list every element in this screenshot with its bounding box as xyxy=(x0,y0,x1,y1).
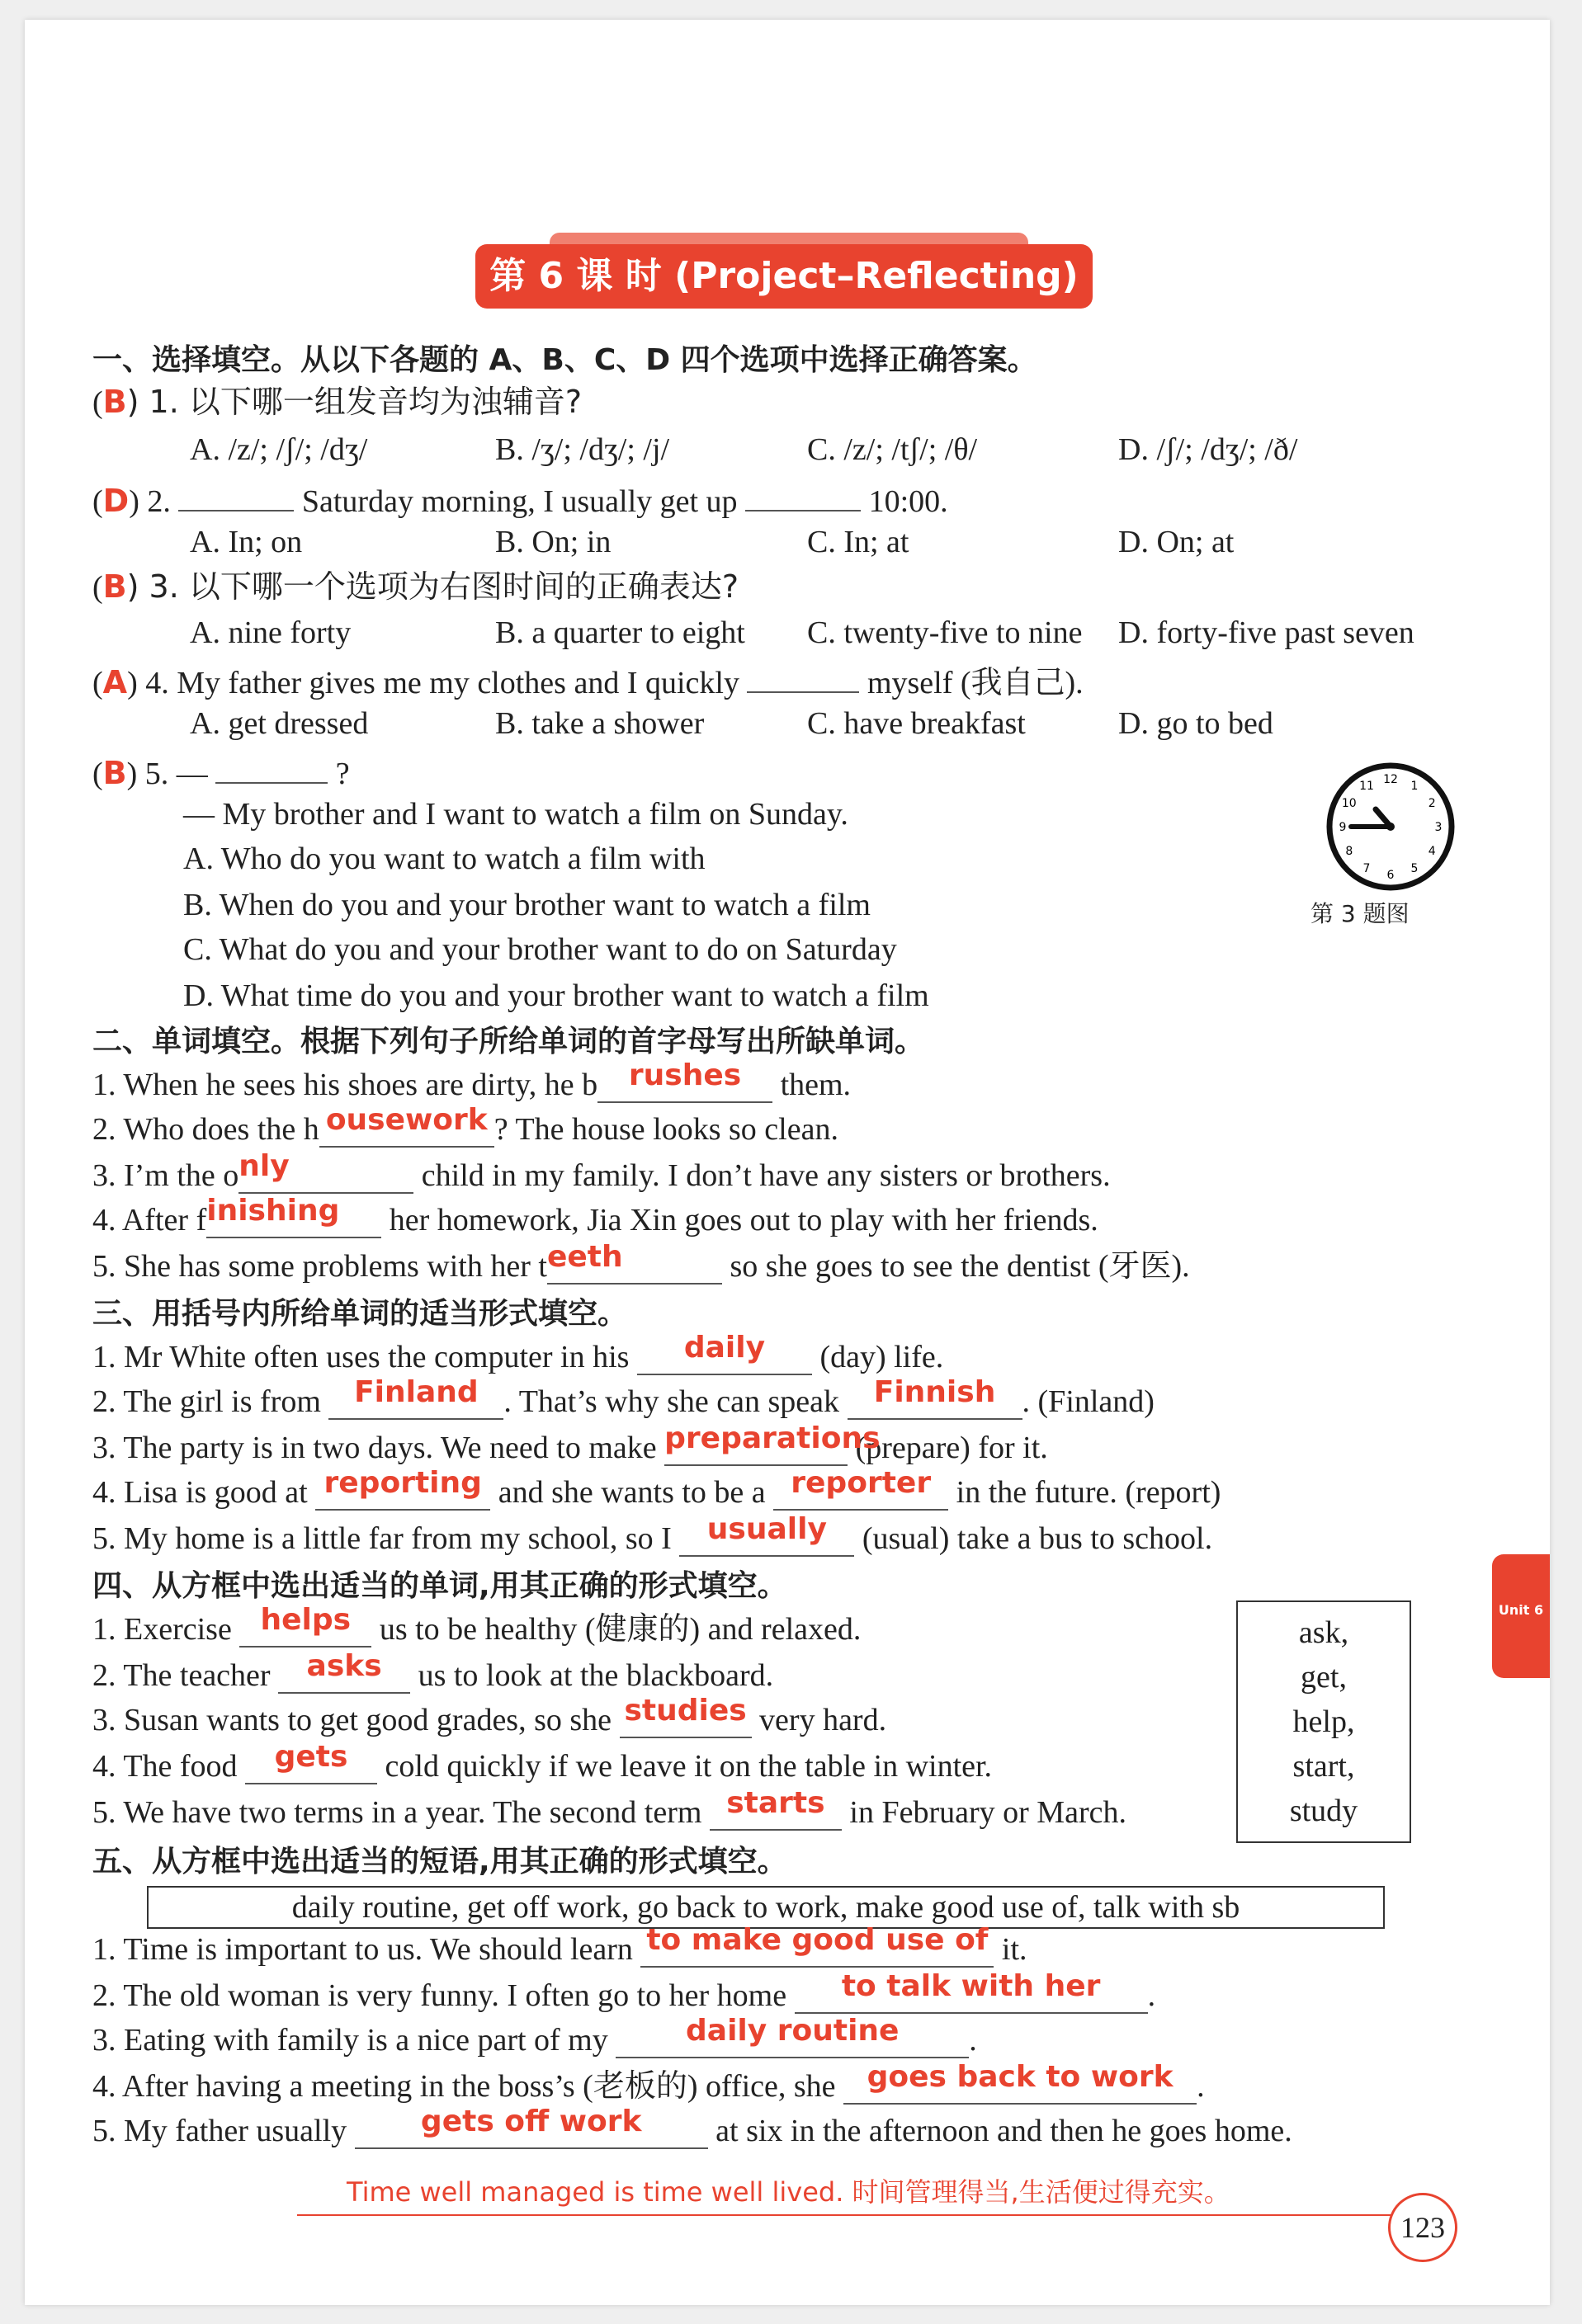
s5-blank-2[interactable]: to talk with her xyxy=(795,1979,1148,2014)
s3-blank-5[interactable]: usually xyxy=(679,1522,854,1557)
s3-blank-4a[interactable]: reporting xyxy=(315,1476,490,1511)
s5-item-3: 3. Eating with family is a nice part of my daily routine . xyxy=(92,2014,977,2058)
s4-blank-4[interactable]: gets xyxy=(245,1750,377,1784)
word-get: get, xyxy=(1301,1660,1347,1695)
s2-item-5: 5. She has some problems with her teeth so she goes to see the dentist (牙医). xyxy=(92,1240,1190,1284)
s5-blank-5[interactable]: gets off work xyxy=(355,2114,708,2149)
q4: (A) 4. My father gives me my clothes and I quickly myself (我自己). xyxy=(92,658,1084,702)
s3-blank-2b[interactable]: Finnish xyxy=(848,1385,1022,1420)
s4-item-5: 5. We have two terms in a year. The second term starts in February or March. xyxy=(92,1786,1126,1830)
clock-numeral: 3 xyxy=(1434,821,1443,834)
s4-item-1: 1. Exercise helps us to be healthy (健康的) and relaxed. xyxy=(92,1603,862,1647)
s3-blank-3[interactable]: preparations xyxy=(664,1431,848,1466)
q3-option-a: A. nine forty xyxy=(190,615,352,650)
q4-option-b: B. take a shower xyxy=(495,706,705,741)
s4-blank-5[interactable]: starts xyxy=(710,1796,842,1831)
q3: (B) 3. 以下哪一个选项为右图时间的正确表达? xyxy=(92,568,739,605)
clock-numeral: 8 xyxy=(1345,845,1353,858)
q5: (B) 5. — ? xyxy=(92,749,350,793)
clock-center xyxy=(1386,823,1395,831)
clock-numeral: 9 xyxy=(1339,821,1347,834)
s4-blank-1[interactable]: helps xyxy=(239,1613,371,1648)
unit-tab-label: Unit 6 xyxy=(1498,1602,1544,1618)
word-study: study xyxy=(1289,1794,1358,1828)
s5-phrase-list: daily routine, get off work, go back to work, make good use of, talk with sb xyxy=(291,1890,1240,1925)
s4-item-4: 4. The food gets cold quickly if we leave it on the table in winter. xyxy=(92,1740,993,1784)
q5-answer: B xyxy=(102,755,127,791)
q2-blank-1[interactable] xyxy=(178,477,294,511)
q3-answer: B xyxy=(102,568,127,605)
q1-option-b: B. /ʒ/; /dʒ/; /j/ xyxy=(495,432,670,467)
q2-option-a: A. In; on xyxy=(190,525,303,559)
s3-blank-2a[interactable]: Finland xyxy=(328,1385,503,1420)
clock-numeral: 4 xyxy=(1428,845,1436,858)
q4-option-c: C. have breakfast xyxy=(807,706,1026,741)
s3-item-3: 3. The party is in two days. We need to make preparations (prepare) for it. xyxy=(92,1421,1048,1465)
q3-option-c: C. twenty-five to nine xyxy=(807,615,1083,650)
q4-option-d: D. go to bed xyxy=(1118,706,1273,741)
q3-stem: ) 3. 以下哪一个选项为右图时间的正确表达? xyxy=(126,568,739,605)
footer-motto: Time well managed is time well lived. 时间管理得当,生活便过得充实。 xyxy=(347,2176,1230,2208)
q3-option-d: D. forty-five past seven xyxy=(1118,615,1414,650)
clock-numeral: 10 xyxy=(1341,797,1357,810)
q5-option-a: A. Who do you want to watch a film with xyxy=(183,841,706,876)
s2-blank-3[interactable]: nly xyxy=(238,1159,413,1194)
word-ask: ask, xyxy=(1298,1615,1349,1650)
s2-blank-1[interactable]: rushes xyxy=(597,1068,772,1103)
clock-numeral: 12 xyxy=(1383,773,1398,786)
clock-figure xyxy=(1325,761,1457,893)
q4-answer: A xyxy=(102,664,128,700)
q1-option-c: C. /z/; /tʃ/; /θ/ xyxy=(807,432,978,467)
page-number: 123 xyxy=(1388,2193,1457,2262)
unit-side-tab xyxy=(1492,1554,1550,1678)
s2-item-1: 1. When he sees his shoes are dirty, he b rushes them. xyxy=(92,1058,852,1102)
section-1-heading: 一、选择填空。从以下各题的 A、B、C、D 四个选项中选择正确答案。 xyxy=(92,343,1037,377)
q1-option-d: D. /ʃ/; /dʒ/; /ð/ xyxy=(1118,432,1298,467)
s4-blank-3[interactable]: studies xyxy=(620,1704,752,1738)
lesson-title: 第 6 课 时 (Project–Reflecting) xyxy=(489,255,1079,297)
s2-item-4: 4. After finishing her homework, Jia Xin goes out to play with her friends. xyxy=(92,1194,1098,1237)
s2-item-2: 2. Who does the h ousework ? The house looks so clean. xyxy=(92,1103,838,1147)
s5-item-2: 2. The old woman is very funny. I often go to her home to talk with her . xyxy=(92,1969,1156,2013)
s3-blank-1[interactable]: daily xyxy=(637,1341,812,1375)
q1: (B) 1. 以下哪一组发音均为浊辅音? xyxy=(92,384,583,420)
section-2-heading: 二、单词填空。根据下列句子所给单词的首字母写出所缺单词。 xyxy=(92,1025,925,1058)
q2-option-b: B. On; in xyxy=(495,525,612,559)
s3-item-2: 2. The girl is from Finland . That’s why she can speak Finnish . (Finland) xyxy=(92,1375,1155,1419)
s2-blank-2[interactable]: ousework xyxy=(319,1113,494,1148)
s5-blank-3[interactable]: daily routine xyxy=(616,2024,969,2058)
s4-word-box xyxy=(1236,1600,1411,1843)
q1-answer: B xyxy=(102,384,127,420)
s3-blank-4b[interactable]: reporter xyxy=(773,1476,948,1511)
s5-blank-1[interactable]: to make good use of xyxy=(640,1933,994,1968)
word-help: help, xyxy=(1292,1704,1355,1739)
q3-option-b: B. a quarter to eight xyxy=(495,615,745,650)
word-start: start, xyxy=(1292,1749,1355,1784)
section-3-heading: 三、用括号内所给单词的适当形式填空。 xyxy=(92,1297,628,1331)
s3-item-5: 5. My home is a little far from my school, so I usually (usual) take a bus to school. xyxy=(92,1512,1213,1556)
lesson-title-banner xyxy=(475,233,1093,309)
q5-option-d: D. What time do you and your brother want to watch a film xyxy=(183,978,929,1013)
q1-stem: ) 1. 以下哪一组发音均为浊辅音? xyxy=(126,384,583,420)
s2-item-3: 3. I’m the only child in my family. I don’t have any sisters or brothers. xyxy=(92,1149,1111,1193)
clock-numeral: 11 xyxy=(1359,779,1374,793)
clock-numeral: 6 xyxy=(1386,869,1395,882)
q2: (D) 2. Saturday morning, I usually get up 10:00. xyxy=(92,477,948,521)
s4-word-list xyxy=(1238,1610,1410,1833)
clock-numeral: 2 xyxy=(1428,797,1436,810)
clock-numeral: 1 xyxy=(1410,779,1419,793)
s4-item-2: 2. The teacher asks us to look at the blackboard. xyxy=(92,1649,774,1693)
s5-item-1: 1. Time is important to us. We should learn to make good use of it. xyxy=(92,1923,1027,1967)
q5-reply: — My brother and I want to watch a film on Sunday. xyxy=(183,797,848,832)
clock-numeral: 5 xyxy=(1410,862,1419,876)
s4-item-3: 3. Susan wants to get good grades, so she studies very hard. xyxy=(92,1694,887,1737)
s3-item-1: 1. Mr White often uses the computer in his daily (day) life. xyxy=(92,1331,944,1374)
q5-blank[interactable] xyxy=(215,749,328,784)
q4-option-a: A. get dressed xyxy=(190,706,369,741)
s5-item-5: 5. My father usually gets off work at six in the afternoon and then he goes home. xyxy=(92,2105,1292,2148)
clock-numeral: 7 xyxy=(1362,862,1371,876)
clock-caption: 第 3 题图 xyxy=(1310,900,1410,927)
s4-blank-2[interactable]: asks xyxy=(278,1659,410,1694)
footer-rule xyxy=(297,2214,1399,2216)
section-4-heading: 四、从方框中选出适当的单词,用其正确的形式填空。 xyxy=(92,1569,787,1603)
q2-blank-2[interactable] xyxy=(745,477,861,511)
s5-blank-4[interactable]: goes back to work xyxy=(843,2070,1197,2105)
worksheet-page xyxy=(25,20,1550,2305)
q4-blank[interactable] xyxy=(747,658,859,693)
s2-blank-5[interactable]: eeth xyxy=(547,1250,722,1285)
s5-item-4: 4. After having a meeting in the boss’s (老板的) office, she goes back to work . xyxy=(92,2060,1205,2104)
q2-answer: D xyxy=(102,483,130,519)
s3-item-4: 4. Lisa is good at reporting and she wants to be a reporter in the future. (report) xyxy=(92,1466,1221,1510)
q5-option-b: B. When do you and your brother want to watch a film xyxy=(183,888,871,922)
s2-blank-4[interactable]: inishing xyxy=(206,1204,381,1238)
section-5-heading: 五、从方框中选出适当的短语,用其正确的形式填空。 xyxy=(92,1845,787,1879)
q1-option-a: A. /z/; /ʃ/; /dʒ/ xyxy=(190,432,368,467)
q5-option-c: C. What do you and your brother want to do on Saturday xyxy=(183,932,897,967)
q2-option-c: C. In; at xyxy=(807,525,909,559)
q2-option-d: D. On; at xyxy=(1118,525,1235,559)
